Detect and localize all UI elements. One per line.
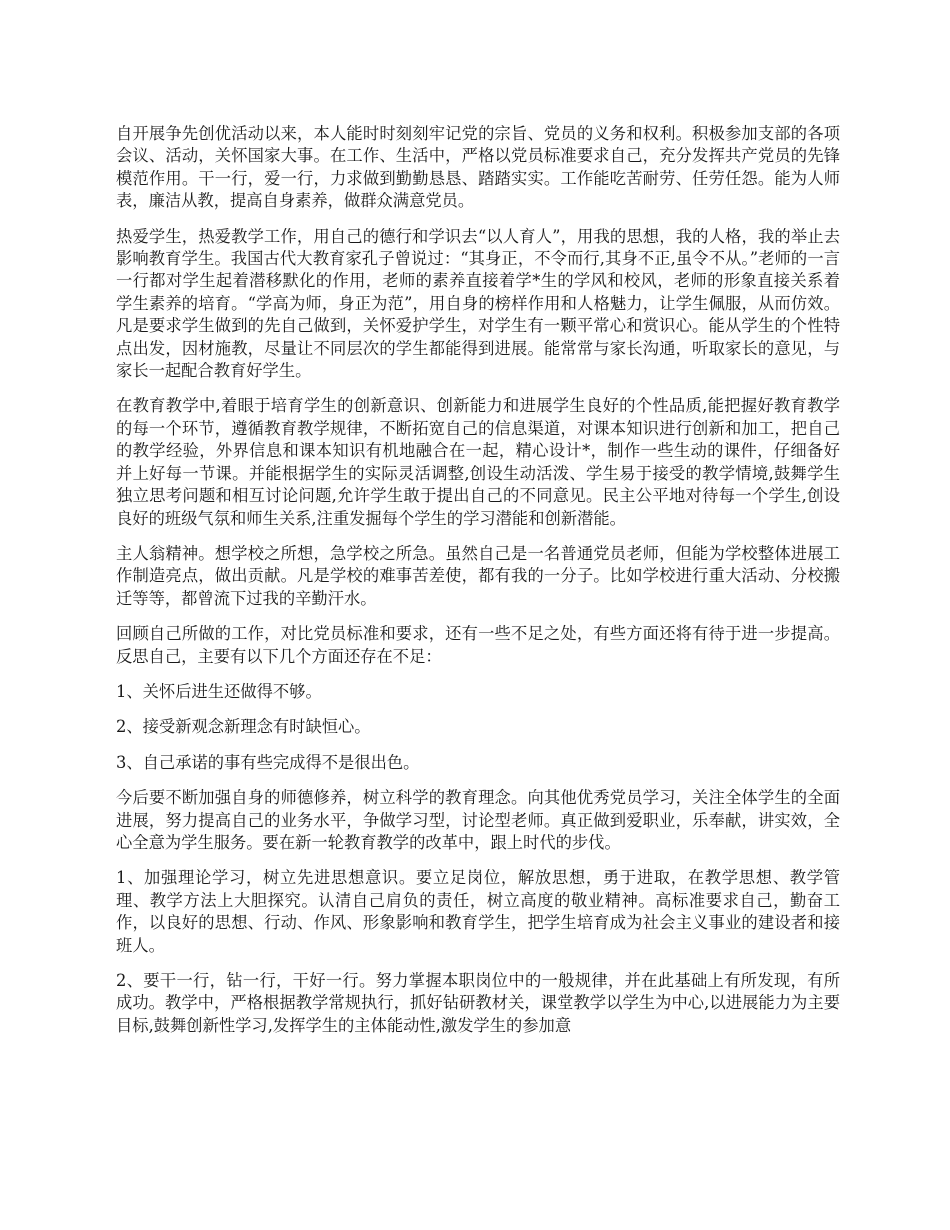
list-item-shortcoming-3: 3、自己承诺的事有些完成得不是很出色。 — [116, 752, 420, 772]
list-item-plan-1: 1、加强理论学习，树立先进思想意识。要立足岗位，解放思想，勇于进取，在教学思想、教学管理、教学方法上大胆探究。认清自己肩负的责任，树立高度的敬业精神。高标准要求自己，勤奋工作，以良好的思想、行动、作风、形象影响和教育学生，把学生培育成为社会主义事业的建设者和接班人。 — [116, 868, 840, 955]
list-item-shortcoming-2: 2、接受新观念新理念有时缺恒心。 — [116, 717, 371, 737]
paragraph-5: 回顾自己所做的工作，对比党员标准和要求，还有一些不足之处，有些方面还将有待于进一步提高。反思自己，主要有以下几个方面还存在不足： — [116, 624, 840, 666]
paragraph-4: 主人翁精神。想学校之所想，急学校之所急。虽然自己是一名普通党员老师，但能为学校整体进展工作制造亮点，做出贡献。凡是学校的难事苦差使，都有我的一分子。比如学校进行重大活动、分校搬迁等等，都曾流下过我的辛勤汗水。 — [116, 543, 840, 608]
list-item-plan-2: 2、要干一行，钻一行，干好一行。努力掌握本职岗位中的一般规律，并在此基础上有所发现，有所成功。教学中，严格根据教学常规执行，抓好钻研教材关，课堂教学以学生为中心,以进展能力为主要目标,鼓舞创新性学习,发挥学生的主体能动性,激发学生的参加意 — [116, 971, 840, 1035]
paragraph-2: 热爱学生，热爱教学工作，用自己的德行和学识去“以人育人”，用我的思想，我的人格，我的举止去影响教育学生。我国古代大教育家孔子曾说过：“其身正，不令而行,其身不正,虽令不从。”老师的一言一行都对学生起着潜移默化的作用，老师的素养直接着学*生的学风和校风，老师的形象直接关系着学生素养的培育。“学高为师，身正为范”，用自身的榜样作用和人格魅力，让学生佩服，从而仿效。凡是要求学生做到的先自己做到，关怀爱护学生，对学生有一颗平常心和赏识心。能从学生的个性特点出发，因材施教，尽量让不同层次的学生都能得到进展。能常常与家长沟通，听取家长的意见，与家长一起配合教育好学生。 — [116, 226, 840, 381]
document-body — [116, 123, 840, 1050]
paragraph-1: 自开展争先创优活动以来，本人能时时刻刻牢记党的宗旨、党员的义务和权利。积极参加支部的各项会议、活动，关怀国家大事。在工作、生活中，严格以党员标准要求自己，充分发挥共产党员的先锋模范作用。干一行，爱一行，力求做到勤勤恳恳、踏踏实实。工作能吃苦耐劳、任劳任怨。能为人师表，廉洁从教，提高自身素养，做群众满意党员。 — [116, 124, 840, 211]
list-item-shortcoming-1: 1、关怀后进生还做得不够。 — [116, 681, 322, 701]
paragraph-3: 在教育教学中,着眼于培育学生的创新意识、创新能力和进展学生良好的个性品质,能把握好教育教学的每一个环节，遵循教育教学规律，不断拓宽自己的信息渠道，对课本知识进行创新和加工，把自己的教学经验，外界信息和课本知识有机地融合在一起，精心设计*，制作一些生动的课件，仔细备好并上好每一节课。并能根据学生的实际灵活调整,创设生动活泼、学生易于接受的教学情境,鼓舞学生独立思考问题和相互讨论问题,允许学生敢于提出自己的不同意见。民主公平地对待每一个学生,创设良好的班级气氛和师生关系,注重发掘每个学生的学习潜能和创新潜能。 — [116, 396, 840, 528]
paragraph-6: 今后要不断加强自身的师德修养，树立科学的教育理念。向其他优秀党员学习，关注全体学生的全面进展，努力提高自己的业务水平，争做学习型，讨论型老师。真正做到爱职业，乐奉献，讲实效，全心全意为学生服务。要在新一轮教育教学的改革中，跟上时代的步伐。 — [116, 788, 840, 852]
